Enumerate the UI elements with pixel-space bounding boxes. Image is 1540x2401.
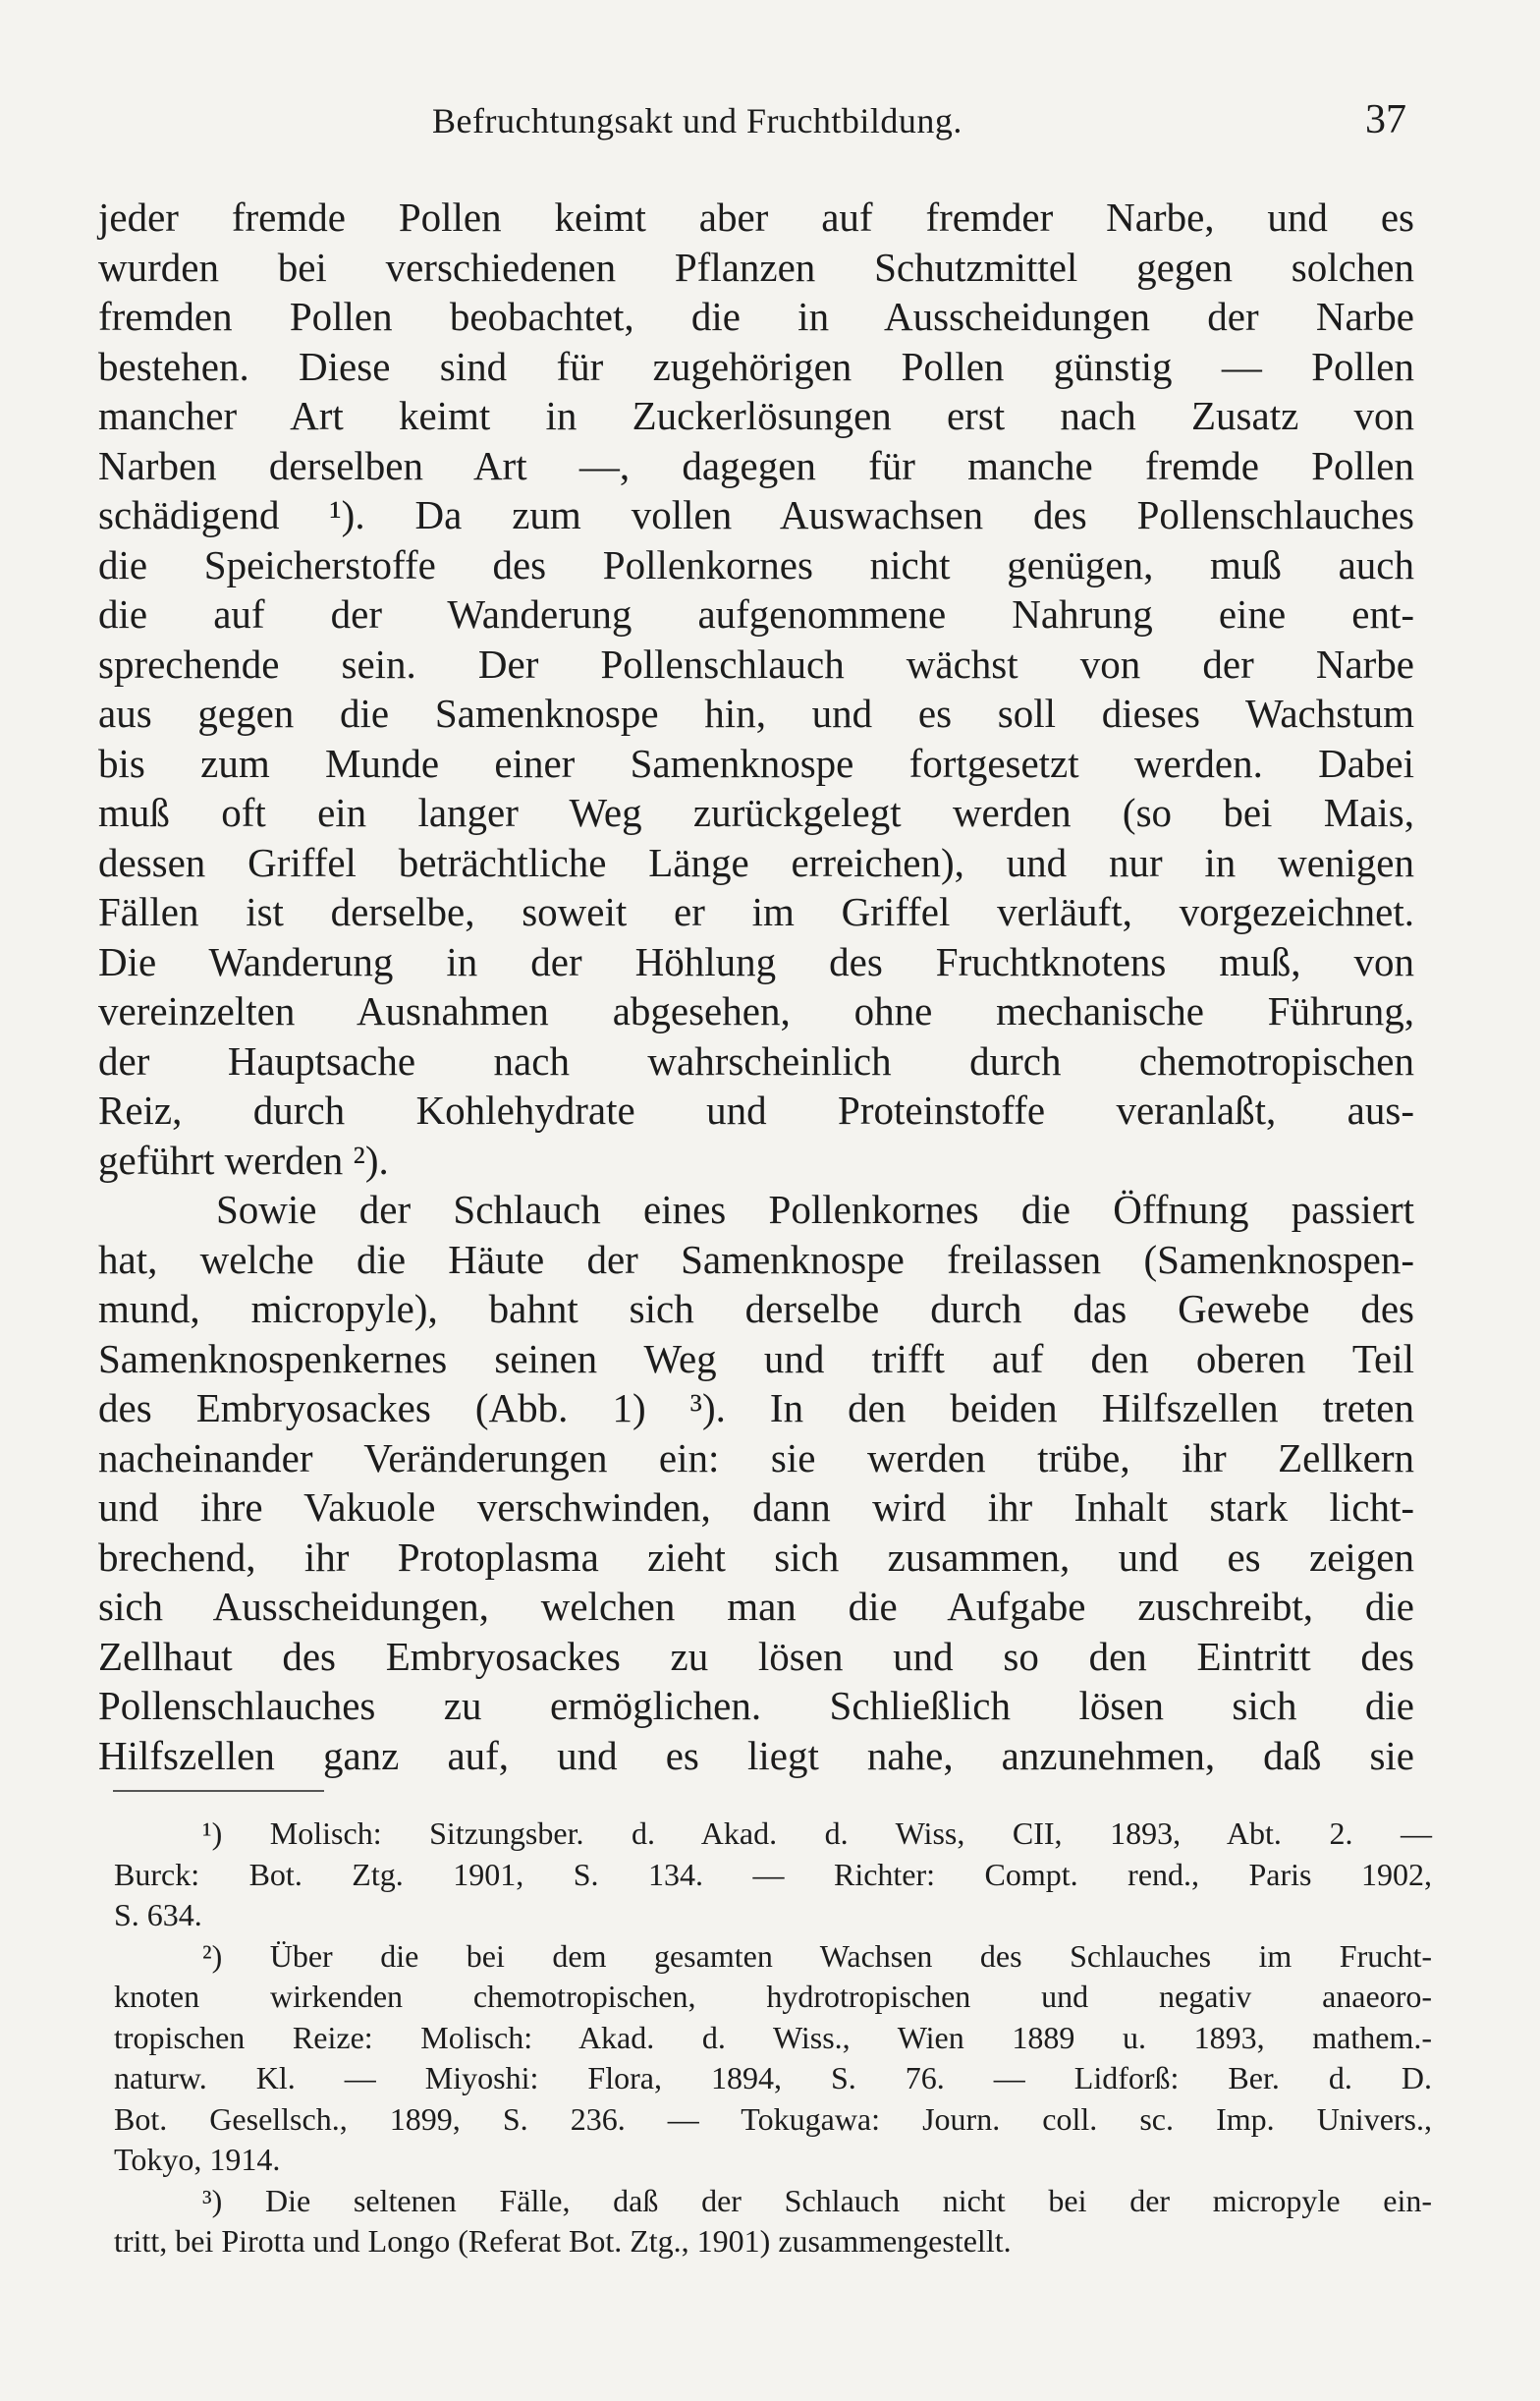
running-head: Befruchtungsakt und Fruchtbildung. xyxy=(432,101,962,140)
text-line: fremden Pollen beobachtet, die in Ausscheidungen der Narbe xyxy=(98,294,1414,339)
text-line: die Speicherstoffe des Pollenkornes nicht genügen, muß auch xyxy=(98,541,1414,587)
text-line: Fällen ist derselbe, soweit er im Griffel verläuft, vorgezeichnet. xyxy=(98,889,1414,934)
footnote-line: Burck: Bot. Ztg. 1901, S. 134. — Richter: Compt. rend., Paris 1902, xyxy=(114,1856,1432,1892)
text-line: mancher Art keimt in Zuckerlösungen erst nach Zusatz von xyxy=(98,393,1414,438)
text-line: dessen Griffel beträchtliche Länge erreichen), und nur in wenigen xyxy=(98,839,1414,885)
text-line: Samenknospenkernes seinen Weg und trifft auf den oberen Teil xyxy=(98,1335,1414,1381)
text-line: jeder fremde Pollen keimt aber auf fremder Narbe, und es xyxy=(98,195,1414,240)
page-number: 37 xyxy=(1365,97,1406,142)
text-line: bestehen. Diese sind für zugehörigen Pollen günstig — Pollen xyxy=(98,343,1414,389)
text-line: Hilfszellen ganz auf, und es liegt nahe, anzunehmen, daß sie xyxy=(98,1732,1414,1778)
text-line: sich Ausscheidungen, welchen man die Aufgabe zuschreibt, die xyxy=(98,1584,1414,1629)
footnote-3-start: ³) Die seltenen Fälle, daß der Schlauch nicht bei der micropyle ein- xyxy=(202,2182,1432,2218)
text-line: Reiz, durch Kohlehydrate und Proteinstoffe veranlaßt, aus- xyxy=(98,1088,1414,1133)
text-line: sprechende sein. Der Pollenschlauch wächst von der Narbe xyxy=(98,641,1414,687)
text-line: mund, micropyle), bahnt sich derselbe durch das Gewebe des xyxy=(98,1286,1414,1331)
footnote-line: Tokyo, 1914. xyxy=(114,2142,281,2177)
text-line: geführt werden ²). xyxy=(98,1137,389,1183)
text-line: brechend, ihr Protoplasma zieht sich zusammen, und es zeigen xyxy=(98,1534,1414,1580)
text-line: der Hauptsache nach wahrscheinlich durch chemotropischen xyxy=(98,1037,1414,1084)
text-line: Die Wanderung in der Höhlung des Fruchtknotens muß, von xyxy=(98,938,1414,984)
text-line: des Embryosackes (Abb. 1) ³). In den beiden Hilfszellen treten xyxy=(98,1385,1414,1430)
text-line: und ihre Vakuole verschwinden, dann wird ihr Inhalt stark licht- xyxy=(98,1484,1414,1530)
footnote-line: tritt, bei Pirotta und Longo (Referat Bot. Ztg., 1901) zusammengestellt. xyxy=(114,2223,1012,2259)
text-line: Zellhaut des Embryosackes zu lösen und so den Eintritt des xyxy=(98,1633,1414,1679)
footnote-line: naturw. Kl. — Miyoshi: Flora, 1894, S. 76. — Lidforß: Ber. d. D. xyxy=(114,2060,1432,2095)
main-text xyxy=(98,193,1414,1780)
footnote-1-start: ¹) Molisch: Sitzungsber. d. Akad. d. Wiss, CII, 1893, Abt. 2. — xyxy=(202,1815,1432,1851)
text-line: wurden bei verschiedenen Pflanzen Schutzmittel gegen solchen xyxy=(98,244,1414,290)
text-line: aus gegen die Samenknospe hin, und es soll dieses Wachstum xyxy=(98,691,1414,736)
text-line: hat, welche die Häute der Samenknospe freilassen (Samenknospen- xyxy=(98,1236,1414,1282)
footnote-2-start: ²) Über die bei dem gesamten Wachsen des Schlauches im Frucht- xyxy=(202,1937,1432,1974)
text-line: Pollenschlauches zu ermöglichen. Schließlich lösen sich die xyxy=(98,1683,1414,1728)
footnote-line: knoten wirkenden chemotropischen, hydrotropischen und negativ anaeoro- xyxy=(114,1979,1432,2014)
text-line: Narben derselben Art —, dagegen für manche fremde Pollen xyxy=(98,442,1414,488)
text-line: bis zum Munde einer Samenknospe fortgesetzt werden. Dabei xyxy=(98,740,1414,786)
text-line: vereinzelten Ausnahmen abgesehen, ohne mechanische Führung, xyxy=(98,988,1414,1033)
footnote-divider xyxy=(113,1790,324,1792)
text-line: schädigend ¹). Da zum vollen Auswachsen des Pollenschlauches xyxy=(98,492,1414,537)
page-header xyxy=(98,97,1414,149)
footnotes xyxy=(114,1814,1432,2262)
footnote-line: S. 634. xyxy=(114,1897,202,1932)
text-line: die auf der Wanderung aufgenommene Nahrung eine ent- xyxy=(98,591,1414,637)
footnote-line: tropischen Reize: Molisch: Akad. d. Wiss., Wien 1889 u. 1893, mathem.- xyxy=(114,2019,1432,2055)
footnote-line: Bot. Gesellsch., 1899, S. 236. — Tokugawa: Journ. coll. sc. Imp. Univers., xyxy=(114,2100,1432,2137)
text-line: muß oft ein langer Weg zurückgelegt werden (so bei Mais, xyxy=(98,790,1414,835)
text-line: nacheinander Veränderungen ein: sie werden trübe, ihr Zellkern xyxy=(98,1434,1414,1480)
paragraph-start-line: Sowie der Schlauch eines Pollenkornes die Öffnung passiert xyxy=(216,1187,1414,1232)
